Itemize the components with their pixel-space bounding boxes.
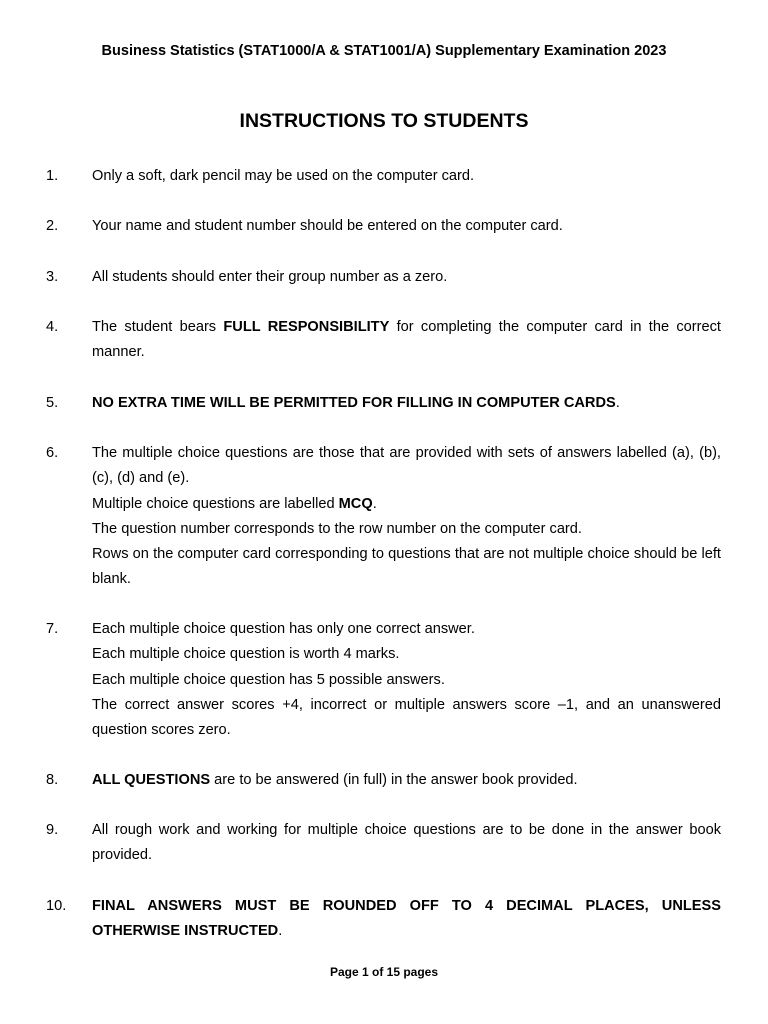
item-number: 2. bbox=[46, 218, 59, 234]
item-paragraph: The question number corresponds to the row number on the computer card. bbox=[92, 520, 582, 537]
item-paragraph: Each multiple choice question has only one correct answer. bbox=[92, 621, 475, 637]
item-text bbox=[92, 315, 721, 366]
exam-header: Business Statistics (STAT1000/A & STAT1001/A) Supplementary Examination 2023 bbox=[101, 43, 667, 59]
text-segment: The student bears bbox=[92, 319, 224, 335]
item-paragraph: Each multiple choice question is worth 4 marks. bbox=[92, 646, 400, 663]
emphasis-text: FULL RESPONSIBILITY bbox=[223, 319, 390, 335]
text-segment: for completing the computer card in the correct manner. bbox=[92, 319, 721, 361]
item-text bbox=[92, 391, 721, 416]
item-paragraph: The correct answer scores +4, incorrect or multiple answers score –1, and an unanswered question scores zero. bbox=[92, 696, 721, 739]
text-segment: . bbox=[615, 395, 620, 411]
text-segment: are to be answered (in full) in the answer book provided. bbox=[210, 772, 578, 788]
text-segment: Multiple choice questions are labelled bbox=[92, 495, 339, 512]
item-text bbox=[92, 768, 721, 793]
item-number: 9. bbox=[46, 822, 59, 838]
item-number: 6. bbox=[46, 445, 59, 461]
item-text: All students should enter their group number as a zero. bbox=[92, 269, 448, 285]
item-number: 3. bbox=[46, 269, 59, 285]
item-text: Only a soft, dark pencil may be used on the computer card. bbox=[92, 168, 475, 184]
item-number: 5. bbox=[46, 395, 59, 411]
item-number: 1. bbox=[46, 168, 59, 184]
item-paragraph: Rows on the computer card corresponding to questions that are not multiple choice should be left blank. bbox=[92, 546, 721, 588]
item-number: 4. bbox=[46, 319, 59, 335]
item-number: 8. bbox=[46, 772, 59, 788]
item-number: 10. bbox=[46, 898, 67, 914]
text-segment: . bbox=[278, 923, 283, 940]
item-text: Your name and student number should be entered on the computer card. bbox=[92, 218, 563, 234]
emphasis-text: FINAL ANSWERS MUST BE ROUNDED OFF TO 4 DECIMAL PLACES, UNLESS OTHERWISE INSTRUCTED bbox=[92, 898, 721, 940]
item-paragraph bbox=[92, 492, 721, 517]
item-number: 7. bbox=[46, 621, 59, 637]
item-text: All rough work and working for multiple choice questions are to be done in the answer book provided. bbox=[92, 822, 721, 864]
text-segment: . bbox=[372, 495, 377, 512]
item-paragraph: Each multiple choice question has 5 possible answers. bbox=[92, 671, 445, 688]
emphasis-text: ALL QUESTIONS bbox=[92, 772, 211, 788]
item-paragraph: The multiple choice questions are those that are provided with sets of answers labelled (a), (b), (c), (d) and (e). bbox=[92, 445, 721, 487]
emphasis-text: MCQ bbox=[338, 495, 373, 512]
item-text bbox=[92, 894, 721, 945]
page-title: INSTRUCTIONS TO STUDENTS bbox=[239, 110, 529, 132]
page-number-footer: Page 1 of 15 pages bbox=[329, 965, 439, 979]
emphasis-text: NO EXTRA TIME WILL BE PERMITTED FOR FILLING IN COMPUTER CARDS bbox=[92, 395, 616, 411]
